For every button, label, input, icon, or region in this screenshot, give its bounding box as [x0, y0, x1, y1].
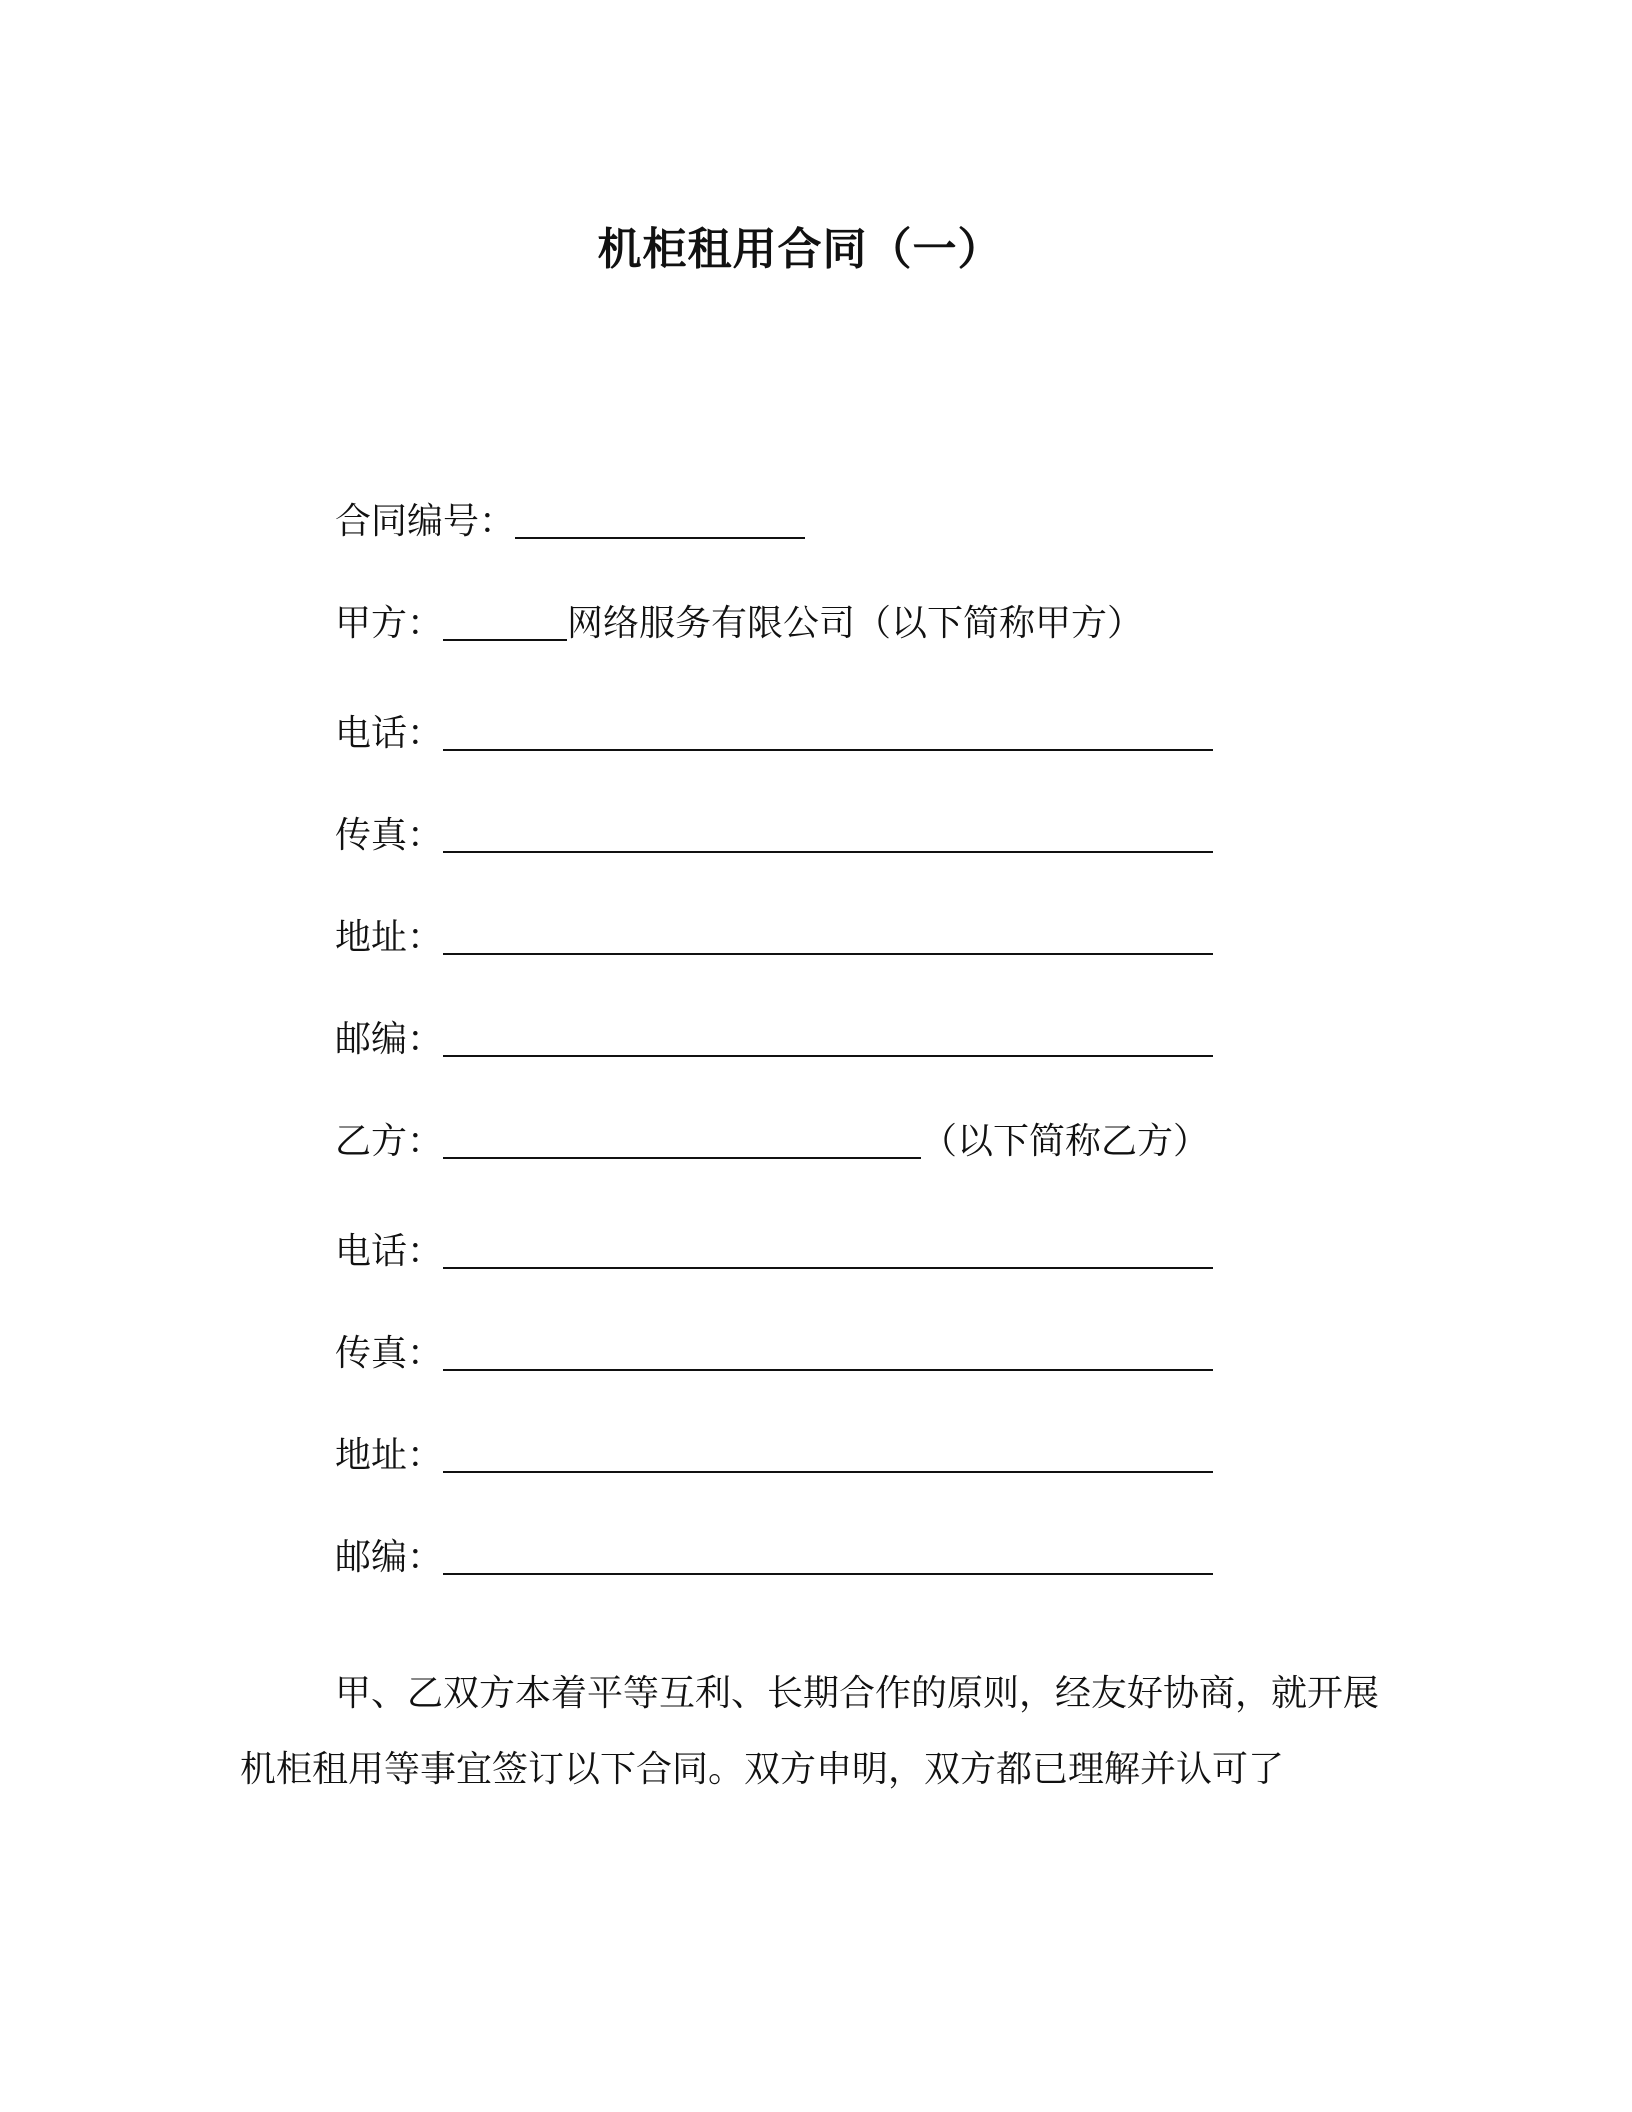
party-b-address-blank[interactable]	[443, 1435, 1213, 1473]
party-b-zip-label: 邮编：	[335, 1537, 444, 1578]
party-a-name-field	[335, 602, 1143, 646]
party-a-zip-field	[335, 1018, 1213, 1062]
party-a-address-blank[interactable]	[443, 917, 1213, 955]
party-b-fax-label: 传真：	[335, 1333, 444, 1374]
party-a-zip-blank[interactable]	[443, 1019, 1213, 1057]
party-b-tel-blank[interactable]	[443, 1231, 1213, 1269]
party-a-fax-field	[335, 814, 1213, 858]
contract-number-label: 合同编号：	[335, 501, 516, 542]
party-a-tel-label: 电话：	[335, 713, 444, 754]
party-a-fax-blank[interactable]	[443, 815, 1213, 853]
party-b-tel-field	[335, 1230, 1213, 1274]
party-a-address-field	[335, 916, 1213, 960]
party-a-name-blank[interactable]	[443, 603, 567, 641]
party-b-zip-blank[interactable]	[443, 1537, 1213, 1575]
party-b-fax-blank[interactable]	[443, 1333, 1213, 1371]
party-b-address-label: 地址：	[335, 1435, 444, 1476]
party-b-name-blank[interactable]	[443, 1121, 921, 1159]
party-b-name-suffix: （以下简称乙方）	[921, 1121, 1210, 1162]
party-b-label: 乙方：	[335, 1121, 444, 1162]
contract-number-blank[interactable]	[515, 501, 805, 539]
party-a-label: 甲方：	[335, 603, 444, 644]
party-a-name-suffix: 网络服务有限公司（以下简称甲方）	[567, 603, 1144, 644]
contract-number-field	[335, 500, 805, 544]
document-title: 机柜租用合同（一）	[597, 224, 1003, 275]
party-b-name-field	[335, 1120, 1209, 1164]
party-b-tel-label: 电话：	[335, 1231, 444, 1272]
party-b-zip-field	[335, 1536, 1213, 1580]
party-a-fax-label: 传真：	[335, 815, 444, 856]
party-b-fax-field	[335, 1332, 1213, 1376]
party-b-address-field	[335, 1434, 1213, 1478]
party-a-address-label: 地址：	[335, 917, 444, 958]
preamble-paragraph: 甲、乙双方本着平等互利、长期合作的原则，经友好协商，就开展机柜租用等事宜签订以下合同。双方申明，双方都已理解并认可了	[240, 1673, 1380, 1790]
party-a-zip-label: 邮编：	[335, 1019, 444, 1060]
party-a-tel-field	[335, 712, 1213, 756]
party-a-tel-blank[interactable]	[443, 713, 1213, 751]
